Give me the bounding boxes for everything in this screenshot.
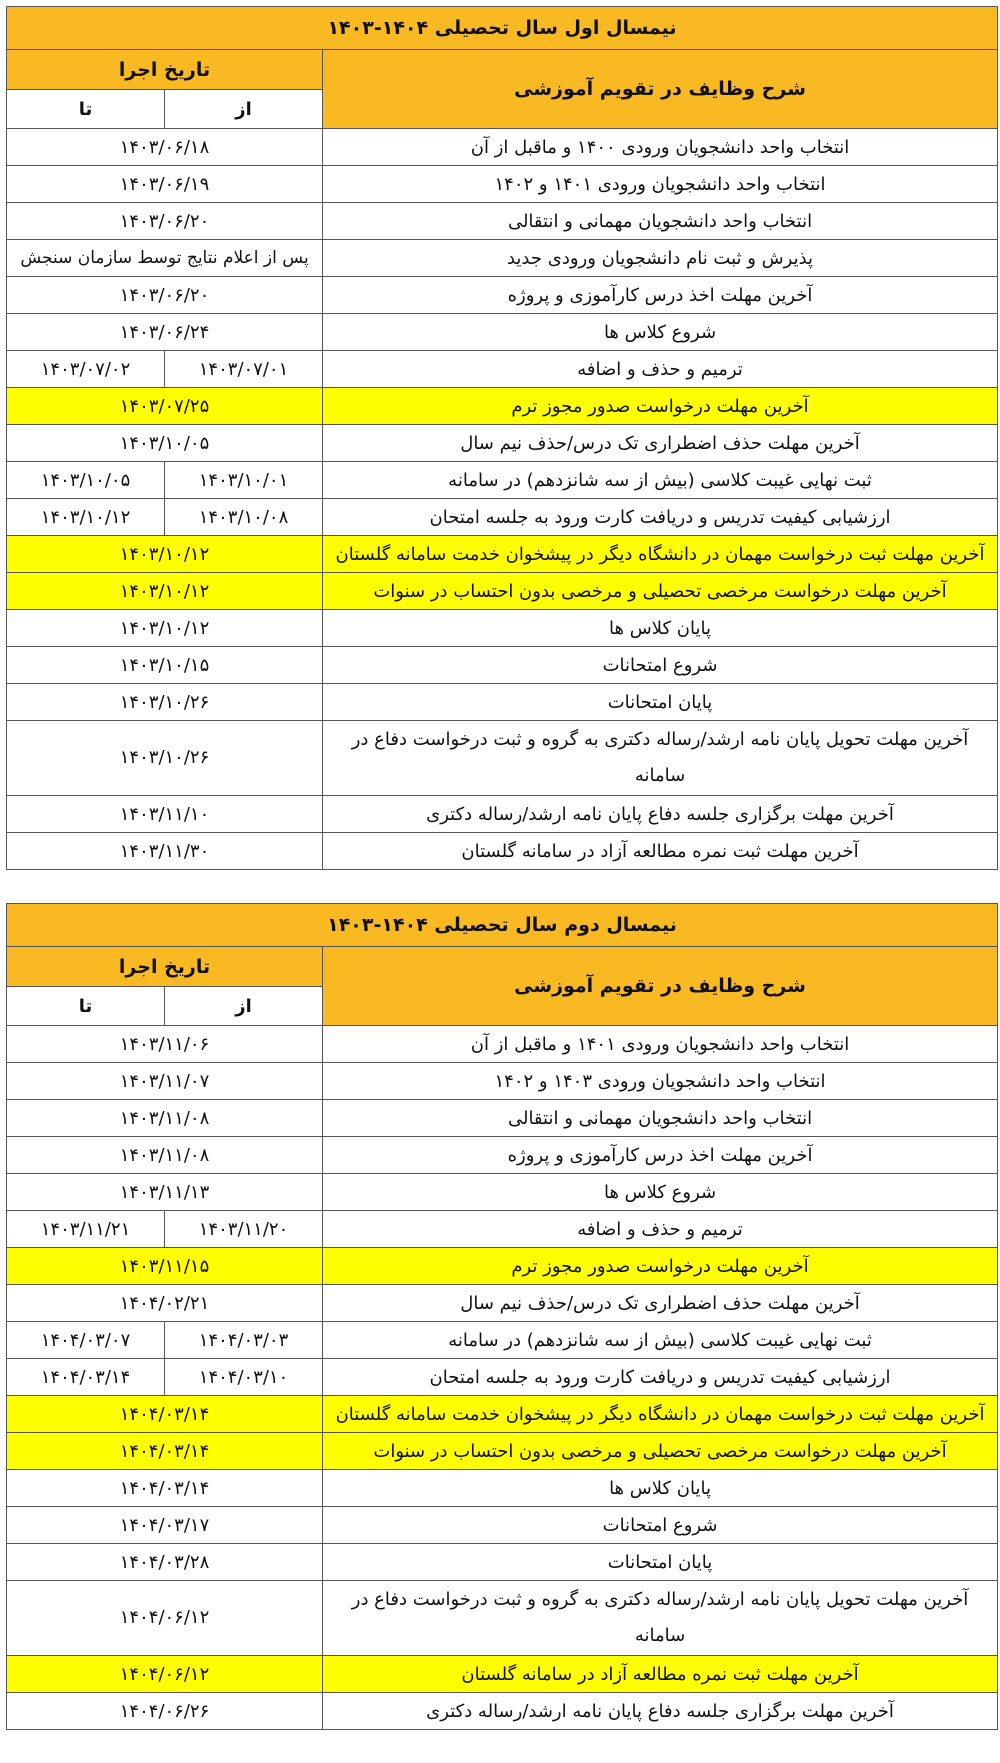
- task-description: آخرین مهلت برگزاری جلسه دفاع پایان نامه ارشد/رساله دکتری: [323, 1693, 998, 1730]
- semester1-col-date: تاریخ اجرا: [7, 50, 323, 90]
- table-row: [7, 1433, 998, 1470]
- task-date: ۱۴۰۳/۱۰/۲۶: [7, 721, 323, 796]
- table-row: [7, 1137, 998, 1174]
- task-description: آخرین مهلت حذف اضطراری تک درس/حذف نیم سال: [323, 1285, 998, 1322]
- table-row: [7, 796, 998, 833]
- task-date: ۱۴۰۳/۱۱/۰۷: [7, 1063, 323, 1100]
- task-description: انتخاب واحد دانشجویان مهمانی و انتقالی: [323, 203, 998, 240]
- task-date: ۱۴۰۴/۰۳/۱۴: [7, 1470, 323, 1507]
- task-date-to: ۱۴۰۳/۱۰/۰۵: [7, 462, 165, 499]
- table-row: [7, 351, 998, 388]
- task-date: ۱۴۰۳/۱۱/۰۸: [7, 1100, 323, 1137]
- table-row: [7, 1656, 998, 1693]
- semester1-title-row: [7, 7, 998, 50]
- task-date: پس از اعلام نتایج توسط سازمان سنجش: [7, 240, 323, 277]
- task-description: شروع کلاس ها: [323, 314, 998, 351]
- task-date: ۱۴۰۴/۰۳/۱۷: [7, 1507, 323, 1544]
- semester2-col-desc: شرح وظایف در تقویم آموزشی: [323, 947, 998, 1026]
- task-date: ۱۴۰۳/۱۱/۰۶: [7, 1026, 323, 1063]
- table-row: [7, 166, 998, 203]
- table-row: [7, 1581, 998, 1656]
- task-date-from: ۱۴۰۳/۱۱/۲۰: [165, 1211, 323, 1248]
- task-description: پایان امتحانات: [323, 1544, 998, 1581]
- task-description: انتخاب واحد دانشجویان مهمانی و انتقالی: [323, 1100, 998, 1137]
- task-description: شروع امتحانات: [323, 1507, 998, 1544]
- semester2-col-date: تاریخ اجرا: [7, 947, 323, 987]
- task-description: انتخاب واحد دانشجویان ورودی ۱۴۰۳ و ۱۴۰۲: [323, 1063, 998, 1100]
- semester1-calendar-table: [6, 6, 998, 870]
- task-description: آخرین مهلت ثبت درخواست مهمان در دانشگاه دیگر در پیشخوان خدمت سامانه گلستان: [323, 536, 998, 573]
- table-row: [7, 1693, 998, 1730]
- semester1-header-row: [7, 50, 998, 90]
- task-date: ۱۴۰۳/۰۶/۲۰: [7, 277, 323, 314]
- task-description: ترمیم و حذف و اضافه: [323, 1211, 998, 1248]
- semester2-header-row: [7, 947, 998, 987]
- task-date: ۱۴۰۳/۱۱/۰۸: [7, 1137, 323, 1174]
- table-row: [7, 314, 998, 351]
- task-description: آخرین مهلت ثبت نمره مطالعه آزاد در سامانه گلستان: [323, 1656, 998, 1693]
- table-row: [7, 1100, 998, 1137]
- task-date: ۱۴۰۴/۰۳/۲۸: [7, 1544, 323, 1581]
- task-date: ۱۴۰۴/۰۶/۲۶: [7, 1693, 323, 1730]
- task-description: آخرین مهلت درخواست صدور مجوز ترم: [323, 1248, 998, 1285]
- table-row: [7, 203, 998, 240]
- task-date-from: ۱۴۰۳/۱۰/۰۸: [165, 499, 323, 536]
- task-date: ۱۴۰۳/۰۷/۲۵: [7, 388, 323, 425]
- table-row: [7, 1544, 998, 1581]
- table-row: [7, 833, 998, 870]
- semester1-col-from: از: [165, 90, 323, 129]
- task-description: آخرین مهلت اخذ درس کارآموزی و پروژه: [323, 1137, 998, 1174]
- table-row: [7, 129, 998, 166]
- table-row: [7, 1026, 998, 1063]
- semester1-title: نیمسال اول سال تحصیلی ۱۴۰۴-۱۴۰۳: [7, 7, 998, 50]
- task-date-to: ۱۴۰۳/۰۷/۰۲: [7, 351, 165, 388]
- task-date: ۱۴۰۳/۱۱/۳۰: [7, 833, 323, 870]
- task-description: پایان کلاس ها: [323, 1470, 998, 1507]
- table-row: [7, 499, 998, 536]
- task-description: آخرین مهلت درخواست مرخصی تحصیلی و مرخصی بدون احتساب در سنوات: [323, 573, 998, 610]
- table-row: [7, 1507, 998, 1544]
- table-row: [7, 462, 998, 499]
- table-row: [7, 425, 998, 462]
- table-row: [7, 1396, 998, 1433]
- task-date: ۱۴۰۳/۱۰/۱۲: [7, 573, 323, 610]
- task-description: آخرین مهلت ثبت درخواست مهمان در دانشگاه دیگر در پیشخوان خدمت سامانه گلستان: [323, 1396, 998, 1433]
- task-date: ۱۴۰۳/۰۶/۲۴: [7, 314, 323, 351]
- table-row: [7, 277, 998, 314]
- task-date: ۱۴۰۴/۰۶/۱۲: [7, 1656, 323, 1693]
- table-row: [7, 1211, 998, 1248]
- semester2-calendar-table: [6, 903, 998, 1730]
- task-description: ثبت نهایی غیبت کلاسی (بیش از سه شانزدهم) در سامانه: [323, 1322, 998, 1359]
- semester2-table-body: [7, 904, 998, 1730]
- task-description: انتخاب واحد دانشجویان ورودی ۱۴۰۱ و ۱۴۰۲: [323, 166, 998, 203]
- table-row: [7, 1359, 998, 1396]
- semester2-col-to: تا: [7, 987, 165, 1026]
- task-date: ۱۴۰۳/۱۰/۰۵: [7, 425, 323, 462]
- table-row: [7, 573, 998, 610]
- task-date-from: ۱۴۰۳/۰۷/۰۱: [165, 351, 323, 388]
- table-row: [7, 1322, 998, 1359]
- table-row: [7, 1285, 998, 1322]
- task-description: شروع کلاس ها: [323, 1174, 998, 1211]
- task-date-to: ۱۴۰۳/۱۱/۲۱: [7, 1211, 165, 1248]
- task-date: ۱۴۰۳/۰۶/۱۸: [7, 129, 323, 166]
- task-date-to: ۱۴۰۴/۰۳/۱۴: [7, 1359, 165, 1396]
- task-description: پذیرش و ثبت نام دانشجویان ورودی جدید: [323, 240, 998, 277]
- task-description: ترمیم و حذف و اضافه: [323, 351, 998, 388]
- table-row: [7, 388, 998, 425]
- semester2-title-row: [7, 904, 998, 947]
- task-date: ۱۴۰۳/۱۱/۱۳: [7, 1174, 323, 1211]
- task-date: ۱۴۰۴/۰۶/۱۲: [7, 1581, 323, 1656]
- semester2-title: نیمسال دوم سال تحصیلی ۱۴۰۴-۱۴۰۳: [7, 904, 998, 947]
- task-date: ۱۴۰۳/۰۶/۲۰: [7, 203, 323, 240]
- task-description: پایان کلاس ها: [323, 610, 998, 647]
- table-row: [7, 647, 998, 684]
- task-description: آخرین مهلت ثبت نمره مطالعه آزاد در سامانه گلستان: [323, 833, 998, 870]
- task-description: انتخاب واحد دانشجویان ورودی ۱۴۰۱ و ماقبل از آن: [323, 1026, 998, 1063]
- task-description: پایان امتحانات: [323, 684, 998, 721]
- task-date: ۱۴۰۳/۱۰/۲۶: [7, 684, 323, 721]
- task-description: ارزشیابی کیفیت تدریس و دریافت کارت ورود به جلسه امتحان: [323, 499, 998, 536]
- task-date: ۱۴۰۳/۰۶/۱۹: [7, 166, 323, 203]
- task-description: ثبت نهایی غیبت کلاسی (بیش از سه شانزدهم) در سامانه: [323, 462, 998, 499]
- semester1-table-body: [7, 7, 998, 870]
- semester1-col-to: تا: [7, 90, 165, 129]
- task-date-from: ۱۴۰۴/۰۳/۰۳: [165, 1322, 323, 1359]
- table-row: [7, 1174, 998, 1211]
- semester2-col-from: از: [165, 987, 323, 1026]
- semester1-col-desc: شرح وظایف در تقویم آموزشی: [323, 50, 998, 129]
- task-description: آخرین مهلت اخذ درس کارآموزی و پروژه: [323, 277, 998, 314]
- task-description: آخرین مهلت تحویل پایان نامه ارشد/رساله دکتری به گروه و ثبت درخواست دفاع در سامانه: [323, 1581, 998, 1656]
- task-date: ۱۴۰۴/۰۲/۲۱: [7, 1285, 323, 1322]
- table-row: [7, 610, 998, 647]
- table-row: [7, 684, 998, 721]
- task-date-to: ۱۴۰۳/۱۰/۱۲: [7, 499, 165, 536]
- task-description: انتخاب واحد دانشجویان ورودی ۱۴۰۰ و ماقبل از آن: [323, 129, 998, 166]
- task-description: ارزشیابی کیفیت تدریس و دریافت کارت ورود به جلسه امتحان: [323, 1359, 998, 1396]
- task-date: ۱۴۰۴/۰۳/۱۴: [7, 1396, 323, 1433]
- task-description: آخرین مهلت برگزاری جلسه دفاع پایان نامه ارشد/رساله دکتری: [323, 796, 998, 833]
- task-date: ۱۴۰۳/۱۱/۱۰: [7, 796, 323, 833]
- task-description: شروع امتحانات: [323, 647, 998, 684]
- task-date-to: ۱۴۰۴/۰۳/۰۷: [7, 1322, 165, 1359]
- table-row: [7, 1470, 998, 1507]
- task-description: آخرین مهلت درخواست صدور مجوز ترم: [323, 388, 998, 425]
- table-row: [7, 1063, 998, 1100]
- table-row: [7, 240, 998, 277]
- task-date-from: ۱۴۰۳/۱۰/۰۱: [165, 462, 323, 499]
- task-date: ۱۴۰۳/۱۰/۱۲: [7, 610, 323, 647]
- task-date: ۱۴۰۳/۱۰/۱۵: [7, 647, 323, 684]
- task-description: آخرین مهلت حذف اضطراری تک درس/حذف نیم سال: [323, 425, 998, 462]
- task-date-from: ۱۴۰۴/۰۳/۱۰: [165, 1359, 323, 1396]
- table-row: [7, 536, 998, 573]
- task-date: ۱۴۰۳/۱۰/۱۲: [7, 536, 323, 573]
- table-row: [7, 721, 998, 796]
- task-description: آخرین مهلت تحویل پایان نامه ارشد/رساله دکتری به گروه و ثبت درخواست دفاع در سامانه: [323, 721, 998, 796]
- task-date: ۱۴۰۳/۱۱/۱۵: [7, 1248, 323, 1285]
- table-row: [7, 1248, 998, 1285]
- task-date: ۱۴۰۴/۰۳/۱۴: [7, 1433, 323, 1470]
- task-description: آخرین مهلت درخواست مرخصی تحصیلی و مرخصی بدون احتساب در سنوات: [323, 1433, 998, 1470]
